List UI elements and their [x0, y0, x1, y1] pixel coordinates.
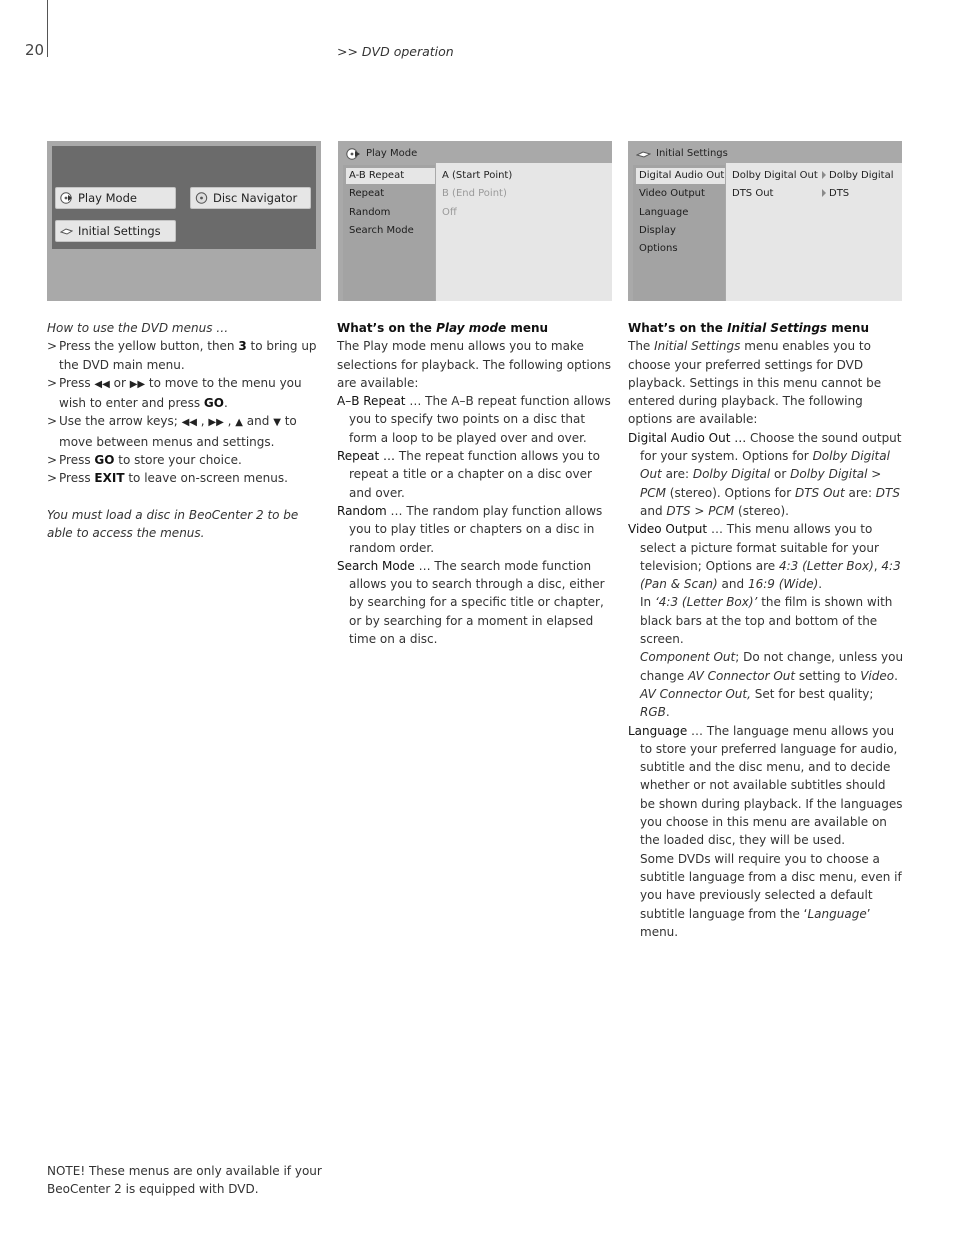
intro-italic: Initial Settings	[654, 339, 741, 354]
text: (stereo).	[734, 503, 789, 518]
play-mode-list	[343, 165, 435, 301]
italic-text: Dolby Digital > PCM	[640, 467, 882, 500]
fast-forward-icon: ▶▶	[208, 417, 224, 429]
menu-item-video-output[interactable]: Video Output	[639, 188, 705, 199]
text: … This menu allows you to select a picture format suitable for your television; Options are	[640, 522, 879, 573]
up-arrow-icon: ▲	[235, 417, 243, 429]
disc-navigator-label: Disc Navigator	[213, 191, 298, 205]
initial-settings-title-text: Initial Settings	[656, 148, 728, 159]
chevron-right-icon	[822, 171, 826, 179]
text: (stereo). Options for	[665, 485, 795, 500]
menu-item-display[interactable]: Display	[639, 225, 676, 236]
heading-part: menu	[827, 321, 869, 335]
digital-audio-out-entry	[628, 429, 904, 520]
text: the film is shown with black bars at the top and bottom of the screen.	[640, 595, 893, 647]
text: setting to	[795, 668, 861, 683]
how-to-heading: How to use the DVD menus …	[47, 321, 229, 335]
text: are:	[844, 485, 876, 500]
italic-text: DTS	[875, 485, 900, 500]
step-4	[47, 451, 323, 469]
repeat-text: The repeat function allows you to repeat a title or a chapter on a disc over and over.	[349, 449, 600, 500]
step-1	[47, 337, 323, 374]
play-mode-title-text: Play Mode	[366, 148, 418, 159]
initial-settings-menu-button[interactable]	[55, 220, 176, 242]
initial-settings-column	[628, 319, 904, 941]
key-go: GO	[203, 396, 224, 411]
play-mode-menu-button[interactable]	[55, 187, 176, 209]
play-mode-intro: The Play mode menu allows you to make selections for playback. The following options are available:	[337, 339, 611, 390]
heading-part: menu	[506, 321, 549, 335]
play-mode-heading	[337, 319, 613, 337]
italic-text: ‘4:3 (Letter Box)’	[654, 595, 758, 610]
text: Set for best quality;	[750, 686, 874, 701]
step-5-text: Press	[59, 471, 95, 486]
text: … The language menu allows you to store your preferred language for audio, subtitle and the disc menu, and to decide whether or not available subtitles should be shown during playback. If the languages you choose in this menu are available on the loaded disc, they will be used.	[640, 723, 903, 848]
text: ’ menu.	[640, 906, 871, 939]
search-mode-entry	[337, 557, 613, 648]
initial-settings-list	[633, 165, 725, 301]
digital-audio-out-term: Digital Audio Out …	[628, 430, 747, 445]
heading-part: What’s on the	[337, 321, 437, 335]
disc-play-icon	[60, 192, 73, 204]
text: and	[640, 503, 667, 518]
italic-text: 4:3 (Letter Box)	[778, 558, 874, 573]
intro-part: The	[628, 339, 655, 354]
initial-settings-heading	[628, 319, 904, 337]
italic-text: Dolby Digital	[692, 467, 771, 482]
settings-icon	[60, 225, 73, 237]
how-to-column	[47, 319, 323, 543]
italic-text: DTS > PCM	[666, 503, 735, 518]
italic-text: RGB	[640, 705, 666, 720]
menu-item-search-mode[interactable]: Search Mode	[349, 225, 414, 236]
step-2-period: .	[223, 396, 228, 411]
value-b-end-point[interactable]: B (End Point)	[442, 188, 507, 199]
language-entry	[628, 722, 904, 850]
disc-play-icon	[346, 148, 361, 160]
header-rule	[47, 0, 48, 57]
key-go: GO	[94, 453, 115, 468]
menu-item-random[interactable]: Random	[349, 207, 391, 218]
disc-note: You must load a disc in BeoCenter 2 to be able to access the menus.	[47, 507, 299, 541]
italic-text: Video	[860, 668, 895, 683]
key-3: 3	[238, 339, 247, 354]
rewind-icon: ◀◀	[181, 417, 197, 429]
value-dts[interactable]	[822, 186, 849, 202]
step-5	[47, 469, 323, 487]
letter-box-note	[628, 593, 904, 648]
footer-note: NOTE! These menus are only available if your BeoCenter 2 is equipped with DVD.	[47, 1164, 322, 1197]
key-exit: EXIT	[94, 471, 125, 486]
italic-text: Language	[807, 906, 867, 921]
value-a-start-point[interactable]: A (Start Point)	[442, 170, 513, 181]
random-term: Random	[337, 503, 387, 518]
italic-text: Component Out	[640, 650, 736, 665]
down-arrow-icon: ▼	[273, 417, 281, 429]
menu-item-options[interactable]: Options	[639, 243, 678, 254]
value-dts-text: DTS	[829, 188, 850, 199]
component-out-note	[628, 648, 904, 685]
value-dolby-digital-text: Dolby Digital	[829, 170, 894, 181]
step-2	[47, 374, 323, 413]
rewind-icon: ◀◀	[94, 378, 110, 390]
spacer	[47, 488, 323, 506]
step-2-text-mid: to move to the menu you wish to enter and press	[59, 375, 302, 411]
value-off[interactable]: Off	[442, 207, 457, 218]
step-1-text-end: to bring up the DVD main menu.	[59, 339, 317, 372]
text: .	[665, 705, 670, 720]
heading-italic: Play mode	[436, 321, 507, 335]
text: Some DVDs will require you to choose a subtitle language from a disc menu, even if you have previously selected a default subtitle language from the ‘	[640, 851, 902, 921]
menu-item-repeat[interactable]: Repeat	[349, 188, 385, 199]
play-mode-title	[346, 146, 417, 162]
search-mode-text: … The search mode function allows you to search through a disc, either by searching for a specific title or chapter, or by searching for a moment in elapsed time on a disc.	[349, 558, 605, 647]
step-3: > Use the arrow keys; ◀◀ , ▶▶ , ▲ and ▼ to move between menus and settings.	[47, 412, 323, 451]
random-entry	[337, 502, 613, 557]
main-menu-panel	[52, 146, 316, 249]
page-number: 20	[25, 41, 45, 59]
main-menu-screen	[47, 141, 321, 301]
step-4-text: Press	[59, 453, 95, 468]
play-mode-column	[337, 319, 613, 648]
initial-settings-intro	[628, 337, 904, 428]
step-5-text-end: to leave on-screen menus.	[124, 471, 288, 486]
text: ; Do not change, unless you change	[640, 650, 904, 683]
italic-text: DTS Out	[794, 485, 845, 500]
text: .	[894, 668, 898, 683]
repeat-term: Repeat …	[337, 449, 396, 464]
italic-text: 4:3 (Pan & Scan)	[640, 558, 901, 592]
chevron-right-icon	[822, 189, 826, 197]
ab-repeat-entry	[337, 392, 613, 447]
italic-text: AV Connector Out	[687, 668, 796, 683]
italic-text: Dolby Digital Out	[640, 449, 890, 482]
heading-italic: Initial Settings	[727, 321, 828, 335]
repeat-entry	[337, 447, 613, 502]
language-term: Language	[628, 723, 688, 738]
step-3-text-end: to move between menus and settings.	[59, 414, 297, 449]
play-mode-screen	[338, 141, 612, 301]
disc-icon	[195, 192, 208, 204]
av-connector-note	[628, 685, 904, 722]
heading-part: What’s on the	[628, 321, 728, 335]
step-3-text: Use the arrow keys;	[59, 414, 182, 429]
text: are:	[661, 467, 693, 482]
settings-icon	[636, 148, 651, 160]
ab-repeat-term: A–B Repeat	[337, 394, 406, 409]
text: Choose the sound output for your system. Options for	[640, 430, 902, 464]
italic-text: 16:9 (Wide)	[747, 577, 819, 592]
video-output-entry	[628, 520, 904, 593]
setting-dts-out[interactable]: DTS Out	[732, 188, 774, 199]
search-mode-term: Search Mode	[337, 558, 415, 573]
menu-item-ab-repeat[interactable]: A-B Repeat	[346, 168, 435, 184]
play-mode-values	[436, 163, 612, 301]
play-mode-label: Play Mode	[78, 191, 137, 205]
disc-navigator-menu-button[interactable]	[190, 187, 311, 209]
step-2-or: or	[109, 375, 130, 390]
subtitle-note	[628, 850, 904, 941]
step-3-and: and	[242, 414, 274, 429]
video-output-term: Video Output	[628, 522, 708, 537]
menu-item-language[interactable]: Language	[639, 207, 689, 218]
random-text: … The random play function allows you to play titles or chapters on a disc in random order.	[349, 503, 603, 555]
initial-settings-label: Initial Settings	[78, 224, 161, 238]
text: In	[640, 595, 655, 610]
initial-settings-values	[726, 163, 902, 301]
text: or	[770, 467, 791, 482]
step-1-text: Press the yellow button, then	[59, 339, 239, 354]
italic-text: AV Connector Out,	[640, 686, 751, 701]
initial-settings-title	[636, 146, 728, 162]
step-4-text-end: to store your choice.	[114, 453, 242, 468]
section-title: >> DVD operation	[337, 44, 454, 59]
setting-dolby-digital-out[interactable]: Dolby Digital Out	[732, 170, 818, 181]
value-dolby-digital[interactable]	[822, 168, 893, 184]
ab-repeat-text: … The A–B repeat function allows you to specify two points on a disc that form a loop to be played over and over.	[349, 394, 611, 445]
intro-part: menu enables you to choose your preferred settings for DVD playback. Settings in this menu cannot be entered during playback. The following options are available:	[628, 339, 882, 427]
initial-settings-screen	[628, 141, 902, 301]
text: ,	[873, 558, 882, 573]
text: and	[717, 577, 748, 592]
text: .	[818, 577, 823, 592]
menu-item-digital-audio-out[interactable]: Digital Audio Out	[636, 168, 725, 184]
fast-forward-icon: ▶▶	[129, 378, 146, 390]
step-2-text: Press	[59, 375, 95, 390]
